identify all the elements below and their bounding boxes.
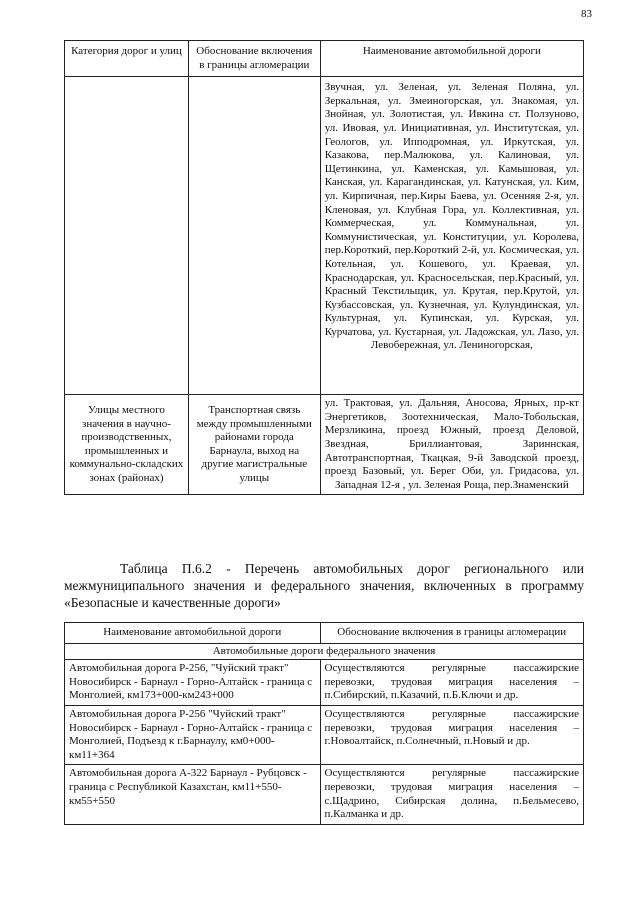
streets-table: [64, 40, 584, 495]
cell-basis: Транспортная связь между промышленными районами города Барнаула, выход на другие магистральные улицы: [188, 395, 320, 495]
cell-road-list: Звучная, ул. Зеленая, ул. Зеленая Поляна, ул. Зеркальная, ул. Змеиногорская, ул. Знакомая, ул. Знойная, ул. Золотистая, ул. Ивкина ст. Ползуново, ул. Ивовая, ул. Инициативная, ул. Институтская, ул. Геологов, ул. Ипподромная, ул. Иркутская, ул. Казакова, пер.Малюкова, ул. Калиновая, ул. Щетинкина, ул. Каменская, ул. Камышовая, ул. Канская, ул. Карагандинская, ул. Катунская, ул. Ким, ул. Кирпичная, пер.Киры Баева, ул. Осенняя 2-я, ул. Кленовая, ул. Клубная Гора, ул. Коллективная, ул. Коммерческая, ул. Коммунальная, ул. Коммунистическая, ул. Конституции, ул. Королева, пер.Короткий, пер.Короткий 2-й, ул. Космическая, ул. Котельная, ул. Кошевого, ул. Краевая, ул. Краснодарская, ул. Красносельская, пер.Красный, ул. Красный Текстильщик, ул. Крутая, пер.Крутой, ул. Кузбассовская, ул. Кузнечная, ул. Кулундинская, ул. Культурная, ул. Купинская, ул. Курская, ул. Курчатова, ул. Кустарная, ул. Ладожская, ул. Лазо, ул. Левобережная, ул. Лениногорская,: [320, 77, 583, 395]
header-category: Категория дорог и улиц: [65, 41, 189, 77]
cell-category: [65, 77, 189, 395]
cell-basis: Осуществляются регулярные пассажирские перевозки, трудовая миграция населения – с.Щадрино, Сибирская долина, п.Бельмесево, п.Калманка и др.: [320, 765, 584, 824]
header-basis: Обоснование включения в границы агломерации: [320, 623, 584, 644]
cell-basis: Осуществляются регулярные пассажирские перевозки, трудовая миграция населения – г.Новоалтайск, п.Солнечный, п.Новый и др.: [320, 705, 584, 764]
header-road-name: Наименование автомобильной дороги: [65, 623, 321, 644]
cell-basis: [188, 77, 320, 395]
table-row: [65, 660, 584, 706]
cell-category: Улицы местного значения в научно-производственных, промышленных и коммунально-складских зонах (районах): [65, 395, 189, 495]
table-header-row: [65, 41, 584, 77]
table-row: [65, 765, 584, 824]
table-caption: Таблица П.6.2 - Перечень автомобильных дорог регионального или межмуниципального значения и федерального значения, включенных в программу «Безопасные и качественные дороги»: [64, 561, 584, 610]
table-row: [65, 77, 584, 395]
cell-basis: Осуществляются регулярные пассажирские перевозки, трудовая миграция населения – п.Сибирский, п.Казачий, п.Б.Ключи и др.: [320, 660, 584, 706]
cell-road: Автомобильная дорога А-322 Барнаул - Рубцовск - граница с Республикой Казахстан, км11+550-км55+550: [65, 765, 321, 824]
table-header-row: [65, 623, 584, 644]
roads-table: [64, 622, 584, 825]
cell-road: Автомобильная дорога Р-256, "Чуйский тракт" Новосибирск - Барнаул - Горно-Алтайск - граница с Монголией, км173+000-км243+000: [65, 660, 321, 706]
cell-road: Автомобильная дорога Р-256 "Чуйский тракт" Новосибирск - Барнаул - Горно-Алтайск - граница с Монголией, Подъезд к г.Барнаулу, км0+000-км11+364: [65, 705, 321, 764]
header-road-name: Наименование автомобильной дороги: [320, 41, 583, 77]
page-number: 83: [581, 8, 592, 20]
table-row: [65, 705, 584, 764]
table-row: [65, 395, 584, 495]
header-basis: Обоснование включения в границы агломерации: [188, 41, 320, 77]
table-group-row: [65, 643, 584, 660]
group-label: Автомобильные дороги федерального значения: [65, 643, 584, 660]
cell-road-list: ул. Трактовая, ул. Дальняя, Аносова, Ярных, пр-кт Энергетиков, Зоотехническая, Мало-Тобольская, Мерзликина, проезд Южный, проезд Деловой, Звездная, Бриллиантовая, Зариннская, Автотранспортная, Ткацкая, 9-й Заводской проезд, проезд Базовый, ул. Берег Оби, ул. Гридасова, ул. Западная 12-я , ул. Зеленая Роща, пер.Знаменский: [320, 395, 583, 495]
